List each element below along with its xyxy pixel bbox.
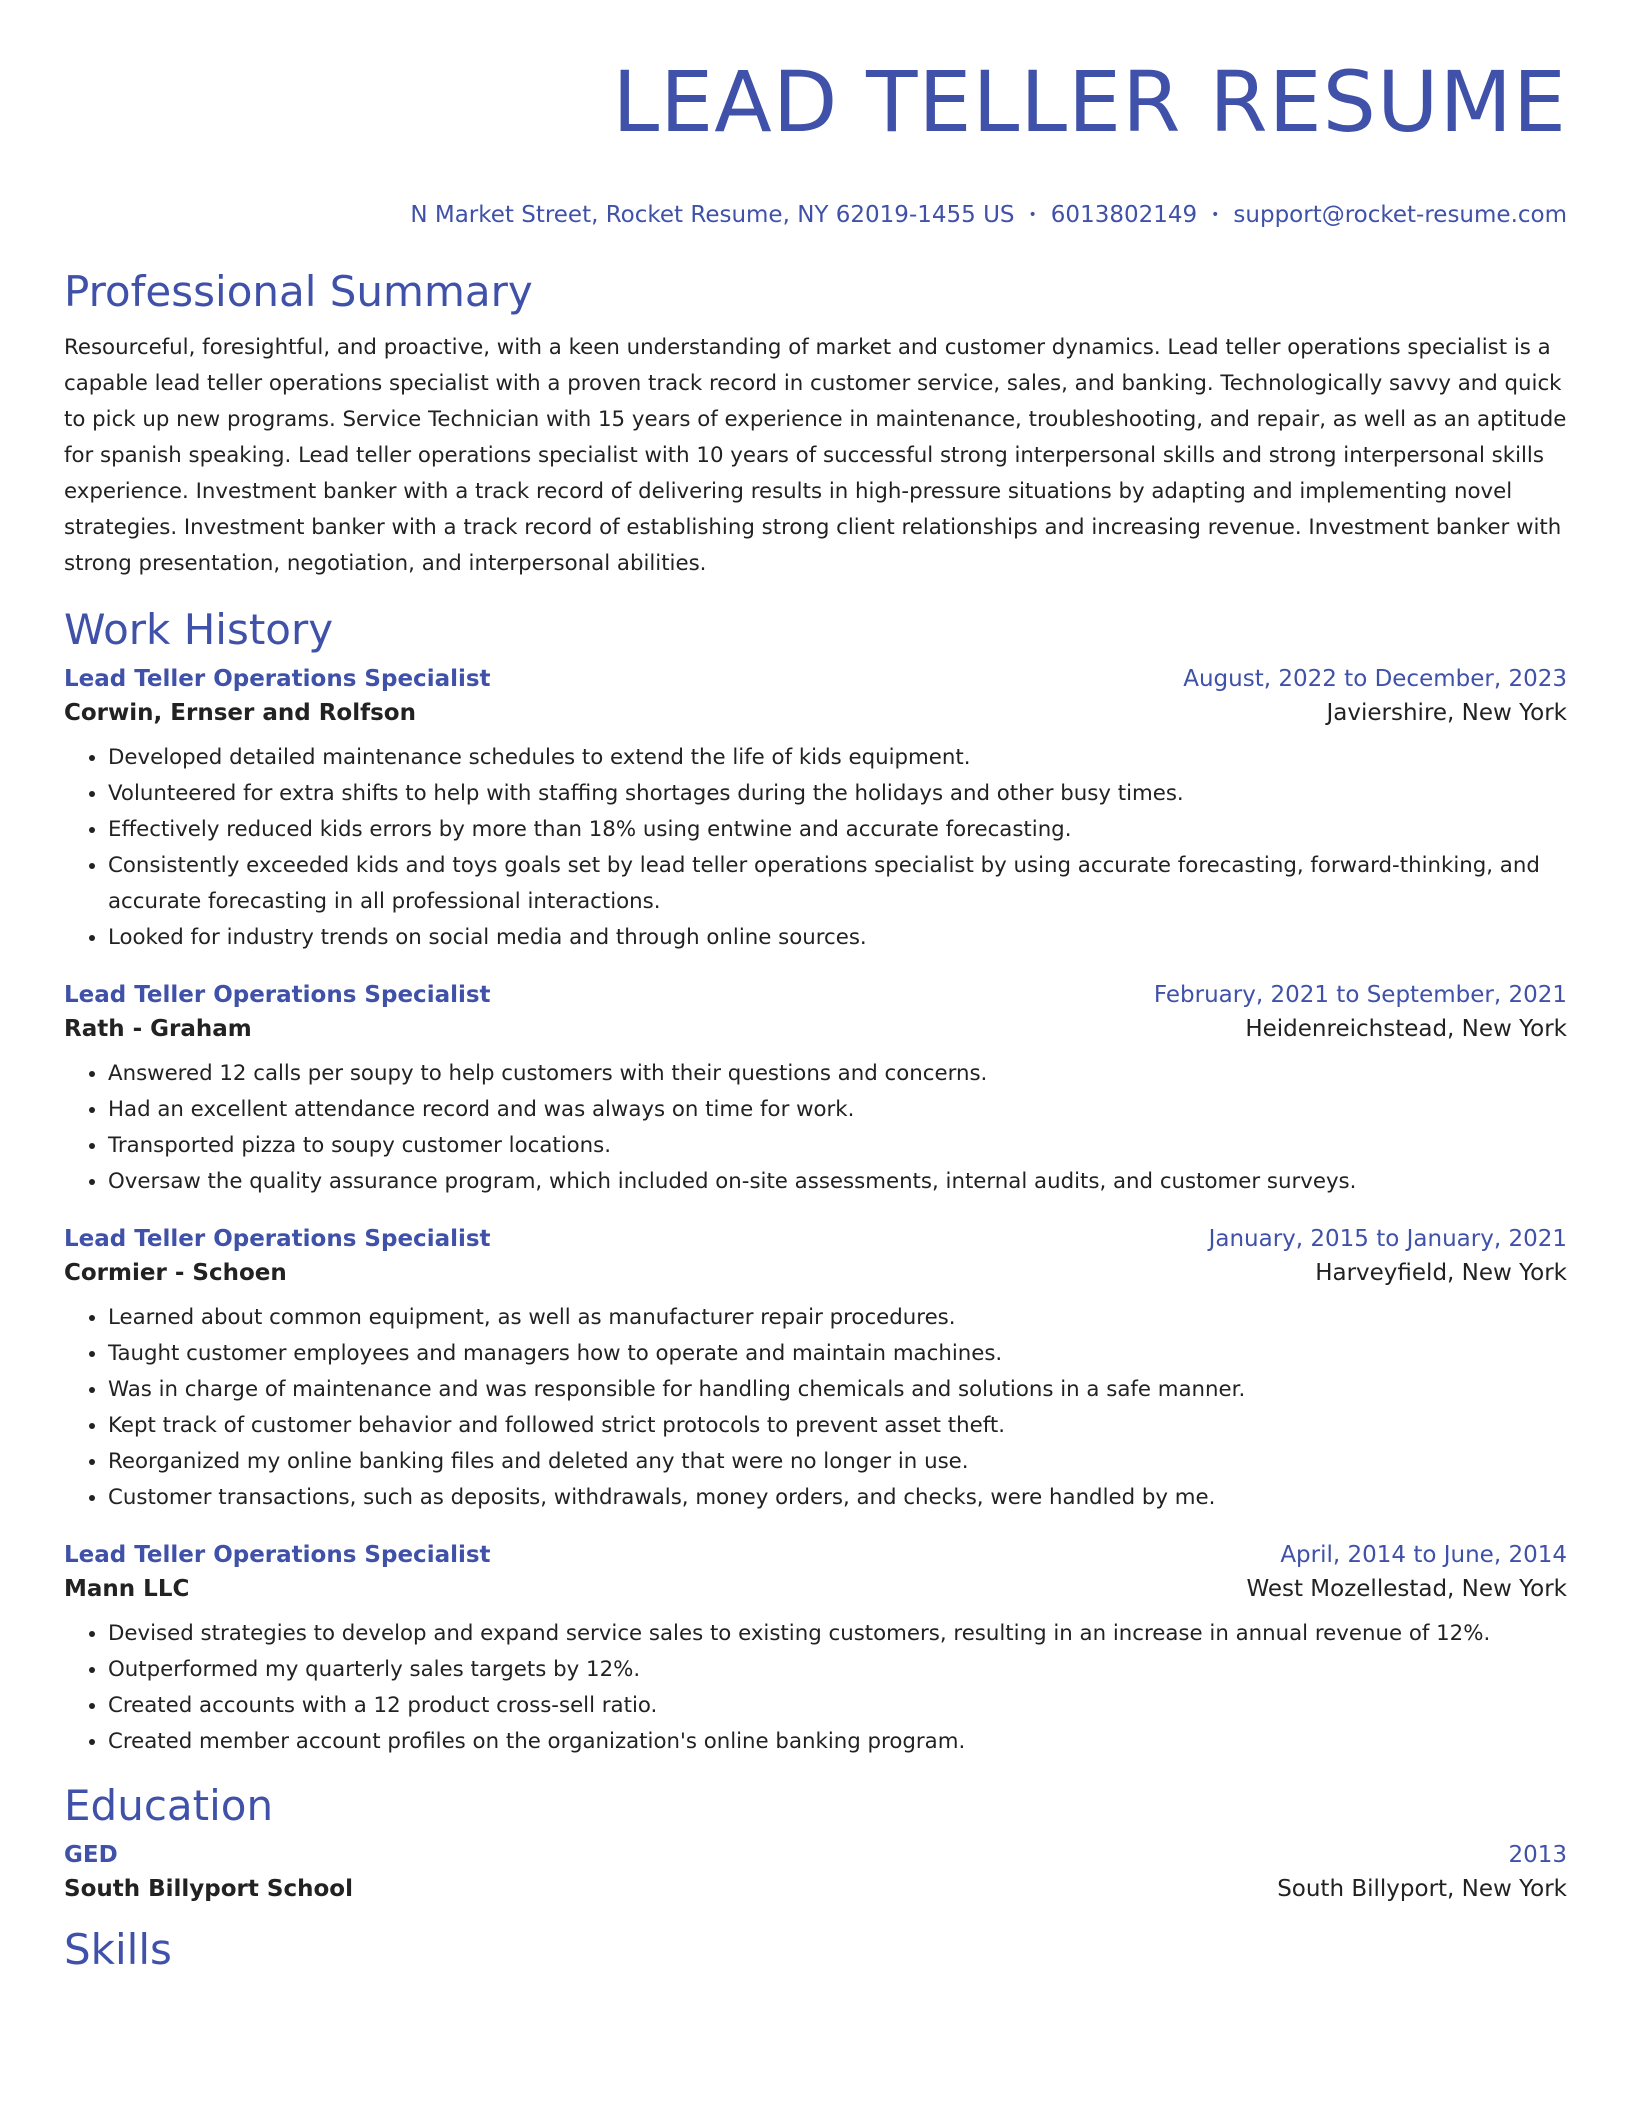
job-title: Lead Teller Operations Specialist xyxy=(64,1226,491,1252)
list-item: • Oversaw the quality assurance program, which included on-site assessments, internal audits, and customer surveys. xyxy=(108,1164,1567,1200)
contact-line xyxy=(64,200,1567,230)
list-item: • Learned about common equipment, as well as manufacturer repair procedures. xyxy=(108,1300,1567,1336)
summary-heading: Professional Summary xyxy=(64,267,533,316)
job-entry-2 xyxy=(64,982,1567,1200)
job-title: Lead Teller Operations Specialist xyxy=(64,982,491,1008)
job-location: Javiershire, New York xyxy=(1326,700,1567,726)
job-bullets xyxy=(64,1300,1567,1516)
job-dates: August, 2022 to December, 2023 xyxy=(1183,666,1567,692)
list-item: • Outperformed my quarterly sales targets by 12%. xyxy=(108,1652,1567,1688)
job-company: Corwin, Ernser and Rolfson xyxy=(64,700,416,726)
list-item: • Volunteered for extra shifts to help with staffing shortages during the holidays and other busy times. xyxy=(108,776,1567,812)
list-item: • Kept track of customer behavior and followed strict protocols to prevent asset theft. xyxy=(108,1408,1567,1444)
education-entry xyxy=(64,1842,1567,1902)
list-item: • Created member account profiles on the organization's online banking program. xyxy=(108,1724,1567,1760)
list-item: • Reorganized my online banking files and deleted any that were no longer in use. xyxy=(108,1444,1567,1480)
job-location: Heidenreichstead, New York xyxy=(1245,1016,1567,1042)
education-year: 2013 xyxy=(1508,1842,1567,1868)
list-item: • Taught customer employees and managers how to operate and maintain machines. xyxy=(108,1336,1567,1372)
job-location: West Mozellestad, New York xyxy=(1246,1576,1567,1602)
list-item: • Answered 12 calls per soupy to help customers with their questions and concerns. xyxy=(108,1056,1567,1092)
job-entry-3 xyxy=(64,1226,1567,1516)
job-entry-1 xyxy=(64,666,1567,956)
list-item: • Customer transactions, such as deposits, withdrawals, money orders, and checks, were handled by me. xyxy=(108,1480,1567,1516)
list-item: • Looked for industry trends on social media and through online sources. xyxy=(108,920,1567,956)
work-history-heading: Work History xyxy=(64,605,334,654)
job-company: Mann LLC xyxy=(64,1576,190,1602)
job-dates: April, 2014 to June, 2014 xyxy=(1280,1542,1567,1568)
education-location: South Billyport, New York xyxy=(1277,1876,1567,1902)
contact-address: N Market Street, Rocket Resume, NY 62019-1455 US xyxy=(410,202,1015,228)
summary-text: Resourceful, foresightful, and proactive, with a keen understanding of market and customer dynamics. Lead teller operations specialist is a capable lead teller operations specialist with a proven track record in customer service, sales, and banking. Technologically savvy and quick to pick up new programs. Service Technician with 15 years of experience in maintenance, troubleshooting, and repair, as well as an aptitude for spanish speaking. Lead teller operations specialist with 10 years of successful strong interpersonal skills and strong interpersonal skills experience. Investment banker with a track record of delivering results in high-pressure situations by adapting and implementing novel strategies. Investment banker with a track record of establishing strong client relationships and increasing revenue. Investment banker with strong presentation, negotiation, and interpersonal abilities. xyxy=(64,335,1567,576)
list-item: • Developed detailed maintenance schedules to extend the life of kids equipment. xyxy=(108,740,1567,776)
job-bullets xyxy=(64,740,1567,956)
list-item: • Had an excellent attendance record and was always on time for work. xyxy=(108,1092,1567,1128)
job-company: Cormier - Schoen xyxy=(64,1260,287,1286)
job-title: Lead Teller Operations Specialist xyxy=(64,666,491,692)
job-company: Rath - Graham xyxy=(64,1016,252,1042)
contact-separator: • xyxy=(1028,207,1037,223)
list-item: • Effectively reduced kids errors by more than 18% using entwine and accurate forecasting. xyxy=(108,812,1567,848)
education-school: South Billyport School xyxy=(64,1876,353,1902)
contact-email: support@rocket-resume.com xyxy=(1233,202,1567,228)
list-item: • Consistently exceeded kids and toys goals set by lead teller operations specialist by using accurate forecasting, forward-thinking, and accurate forecasting in all professional interactions. xyxy=(108,848,1567,920)
resume-page xyxy=(64,0,1567,1976)
skills-heading: Skills xyxy=(64,1925,172,1974)
education-heading: Education xyxy=(64,1781,274,1830)
contact-phone: 6013802149 xyxy=(1050,202,1198,228)
job-bullets xyxy=(64,1616,1567,1760)
job-entry-4 xyxy=(64,1542,1567,1760)
job-dates: February, 2021 to September, 2021 xyxy=(1153,982,1567,1008)
resume-title: LEAD TELLER RESUME xyxy=(612,53,1567,151)
list-item: • Created accounts with a 12 product cross-sell ratio. xyxy=(108,1688,1567,1724)
job-bullets xyxy=(64,1056,1567,1200)
list-item: • Was in charge of maintenance and was responsible for handling chemicals and solutions in a safe manner. xyxy=(108,1372,1567,1408)
contact-separator: • xyxy=(1211,207,1220,223)
job-dates: January, 2015 to January, 2021 xyxy=(1208,1226,1567,1252)
list-item: • Devised strategies to develop and expand service sales to existing customers, resulting in an increase in annual revenue of 12%. xyxy=(108,1616,1567,1652)
education-degree: GED xyxy=(64,1842,118,1868)
job-title: Lead Teller Operations Specialist xyxy=(64,1542,491,1568)
job-location: Harveyfield, New York xyxy=(1315,1260,1567,1286)
list-item: • Transported pizza to soupy customer locations. xyxy=(108,1128,1567,1164)
